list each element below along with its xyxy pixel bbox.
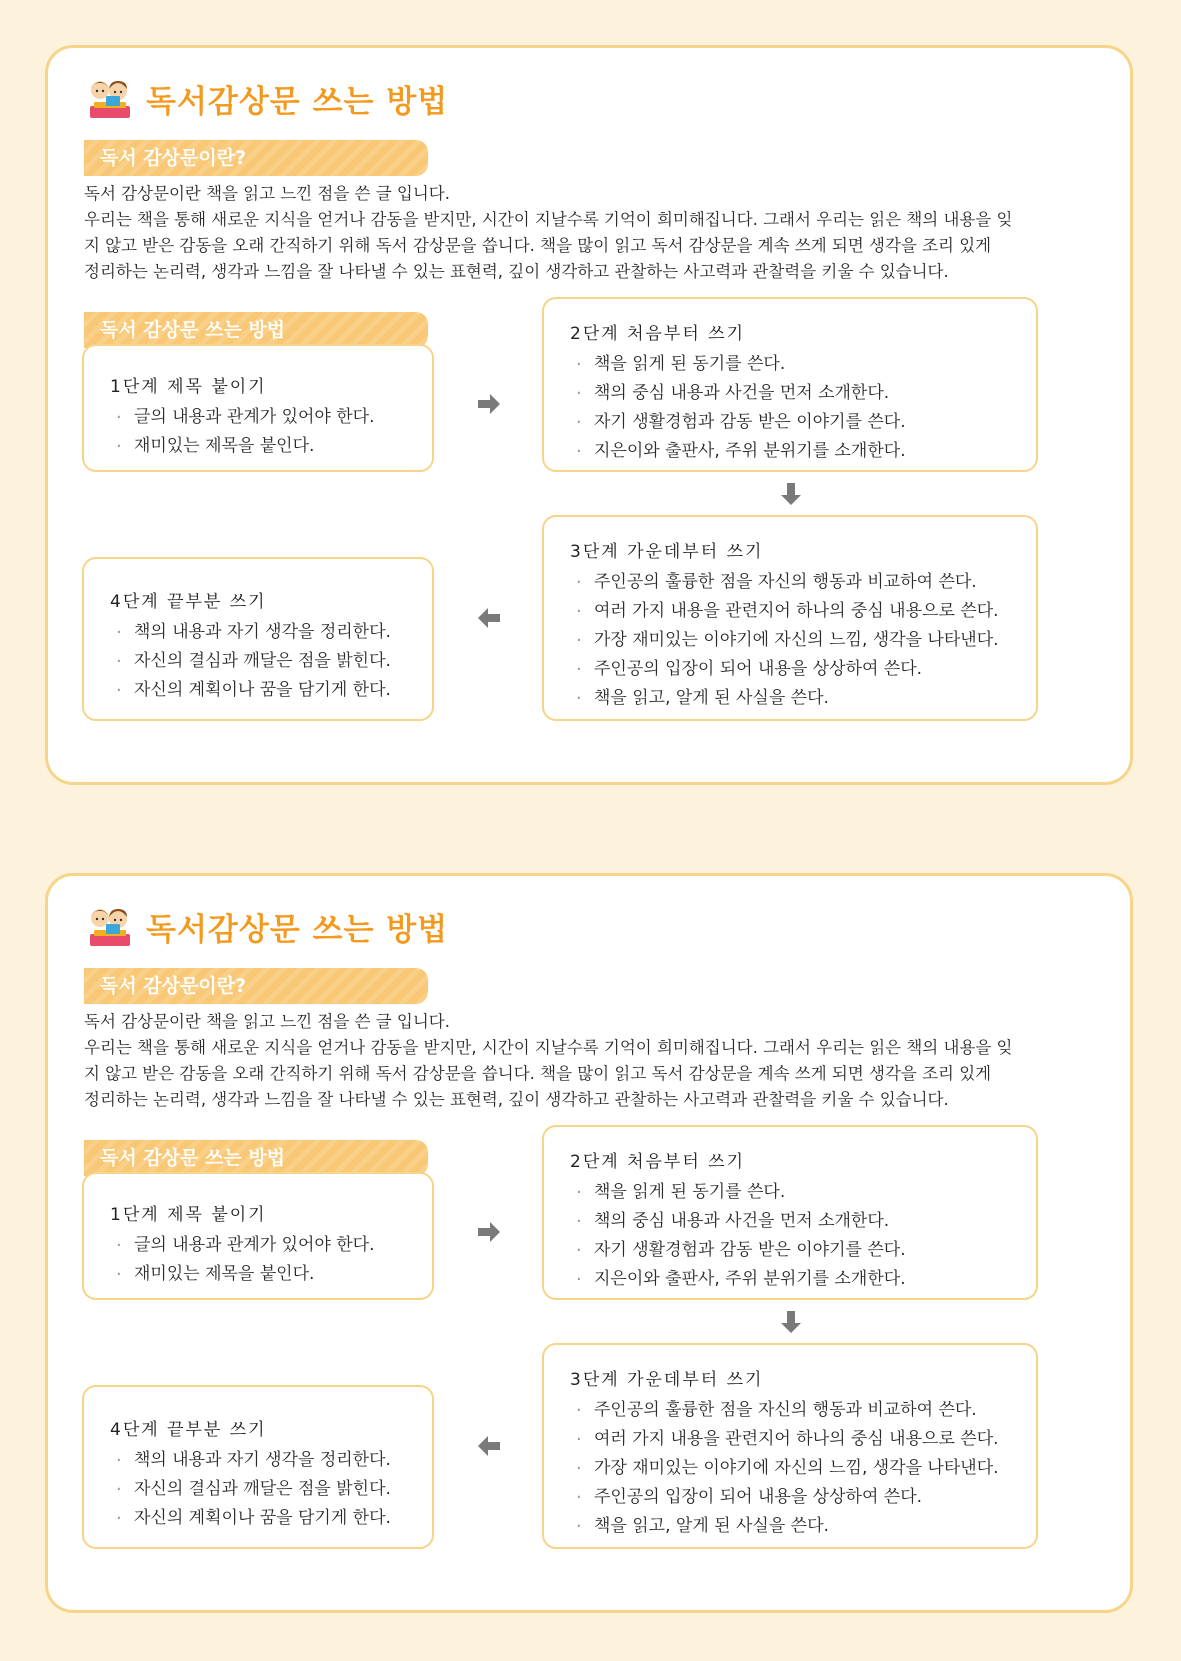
kids-reading-icon — [84, 904, 136, 948]
step-item: · 자신의 결심과 깨달은 점을 밝힌다. — [110, 1475, 432, 1504]
arrow-left-icon — [476, 1433, 502, 1459]
step-item: · 가장 재미있는 이야기에 자신의 느낌, 생각을 나타낸다. — [570, 626, 1036, 655]
step-item: · 책을 읽고, 알게 된 사실을 쓴다. — [570, 1512, 1036, 1541]
intro-heading: 독서 감상문이란? — [84, 968, 428, 1004]
intro-text — [84, 181, 1094, 285]
step-item: · 여러 가지 내용을 관련지어 하나의 중심 내용으로 쓴다. — [570, 1425, 1036, 1454]
step-item: · 책을 읽게 된 동기를 쓴다. — [570, 1178, 1036, 1207]
step-item: · 재미있는 제목을 붙인다. — [110, 432, 432, 461]
step-item: · 글의 내용과 관계가 있어야 한다. — [110, 403, 432, 432]
page-title: 독서감상문 쓰는 방법 — [146, 83, 449, 120]
step-item: · 재미있는 제목을 붙인다. — [110, 1260, 432, 1289]
step-item: · 주인공의 입장이 되어 내용을 상상하여 쓴다. — [570, 655, 1036, 684]
intro-line: 독서 감상문이란 책을 읽고 느낀 점을 쓴 글 입니다. — [84, 184, 450, 203]
step-item: · 글의 내용과 관계가 있어야 한다. — [110, 1231, 432, 1260]
step-title: 2단계 처음부터 쓰기 — [570, 1152, 745, 1172]
step-3-box — [542, 515, 1038, 721]
step-1-box — [82, 1172, 434, 1300]
method-heading: 독서 감상문 쓰는 방법 — [84, 312, 428, 348]
step-item: · 책의 내용과 자기 생각을 정리한다. — [110, 618, 432, 647]
step-item: · 책의 중심 내용과 사건을 먼저 소개한다. — [570, 1207, 1036, 1236]
step-title: 4단계 끝부분 쓰기 — [110, 592, 267, 612]
intro-line: 독서 감상문이란 책을 읽고 느낀 점을 쓴 글 입니다. — [84, 1012, 450, 1031]
step-item: · 주인공의 훌륭한 점을 자신의 행동과 비교하여 쓴다. — [570, 568, 1036, 597]
step-item: · 자신의 결심과 깨달은 점을 밝힌다. — [110, 647, 432, 676]
intro-text — [84, 1009, 1094, 1113]
guide-card — [45, 45, 1133, 785]
step-item: · 여러 가지 내용을 관련지어 하나의 중심 내용으로 쓴다. — [570, 597, 1036, 626]
title-row — [84, 76, 448, 120]
step-item: · 책을 읽고, 알게 된 사실을 쓴다. — [570, 684, 1036, 713]
step-2-box — [542, 1125, 1038, 1300]
step-title: 1단계 제목 붙이기 — [110, 1205, 267, 1225]
step-4-box — [82, 1385, 434, 1549]
intro-heading: 독서 감상문이란? — [84, 140, 428, 176]
step-4-box — [82, 557, 434, 721]
page-title: 독서감상문 쓰는 방법 — [146, 911, 449, 948]
step-title: 1단계 제목 붙이기 — [110, 377, 267, 397]
step-item: · 책의 중심 내용과 사건을 먼저 소개한다. — [570, 379, 1036, 408]
title-row — [84, 904, 448, 948]
step-item: · 자신의 계획이나 꿈을 담기게 한다. — [110, 676, 432, 705]
kids-reading-icon — [84, 76, 136, 120]
step-item: · 지은이와 출판사, 주위 분위기를 소개한다. — [570, 437, 1036, 466]
step-1-box — [82, 344, 434, 472]
guide-card — [45, 873, 1133, 1613]
step-item: · 책을 읽게 된 동기를 쓴다. — [570, 350, 1036, 379]
intro-line: 지 않고 받은 감동을 오래 간직하기 위해 독서 감상문을 씁니다. 책을 많이 읽고 독서 감상문을 계속 쓰게 되면 생각을 조리 있게 — [84, 1064, 992, 1083]
step-item: · 지은이와 출판사, 주위 분위기를 소개한다. — [570, 1265, 1036, 1294]
step-item: · 주인공의 훌륭한 점을 자신의 행동과 비교하여 쓴다. — [570, 1396, 1036, 1425]
arrow-left-icon — [476, 605, 502, 631]
step-item: · 주인공의 입장이 되어 내용을 상상하여 쓴다. — [570, 1483, 1036, 1512]
intro-line: 정리하는 논리력, 생각과 느낌을 잘 나타낼 수 있는 표현력, 깊이 생각하고 관찰하는 사고력과 관찰력을 키울 수 있습니다. — [84, 1090, 949, 1109]
step-item: · 자기 생활경험과 감동 받은 이야기를 쓴다. — [570, 408, 1036, 437]
step-item: · 자기 생활경험과 감동 받은 이야기를 쓴다. — [570, 1236, 1036, 1265]
step-3-box — [542, 1343, 1038, 1549]
step-title: 4단계 끝부분 쓰기 — [110, 1420, 267, 1440]
step-title: 3단계 가운데부터 쓰기 — [570, 1370, 764, 1390]
intro-line: 우리는 책을 통해 새로운 지식을 얻거나 감동을 받지만, 시간이 지날수록 기억이 희미해집니다. 그래서 우리는 읽은 책의 내용을 잊 — [84, 1038, 1013, 1057]
step-2-box — [542, 297, 1038, 472]
arrow-down-icon — [778, 1309, 804, 1335]
intro-line: 정리하는 논리력, 생각과 느낌을 잘 나타낼 수 있는 표현력, 깊이 생각하고 관찰하는 사고력과 관찰력을 키울 수 있습니다. — [84, 262, 949, 281]
method-heading: 독서 감상문 쓰는 방법 — [84, 1140, 428, 1176]
step-item: · 책의 내용과 자기 생각을 정리한다. — [110, 1446, 432, 1475]
step-item: · 가장 재미있는 이야기에 자신의 느낌, 생각을 나타낸다. — [570, 1454, 1036, 1483]
arrow-down-icon — [778, 481, 804, 507]
intro-line: 지 않고 받은 감동을 오래 간직하기 위해 독서 감상문을 씁니다. 책을 많이 읽고 독서 감상문을 계속 쓰게 되면 생각을 조리 있게 — [84, 236, 992, 255]
step-title: 3단계 가운데부터 쓰기 — [570, 542, 764, 562]
step-title: 2단계 처음부터 쓰기 — [570, 324, 745, 344]
arrow-right-icon — [476, 391, 502, 417]
intro-line: 우리는 책을 통해 새로운 지식을 얻거나 감동을 받지만, 시간이 지날수록 기억이 희미해집니다. 그래서 우리는 읽은 책의 내용을 잊 — [84, 210, 1013, 229]
arrow-right-icon — [476, 1219, 502, 1245]
step-item: · 자신의 계획이나 꿈을 담기게 한다. — [110, 1504, 432, 1533]
